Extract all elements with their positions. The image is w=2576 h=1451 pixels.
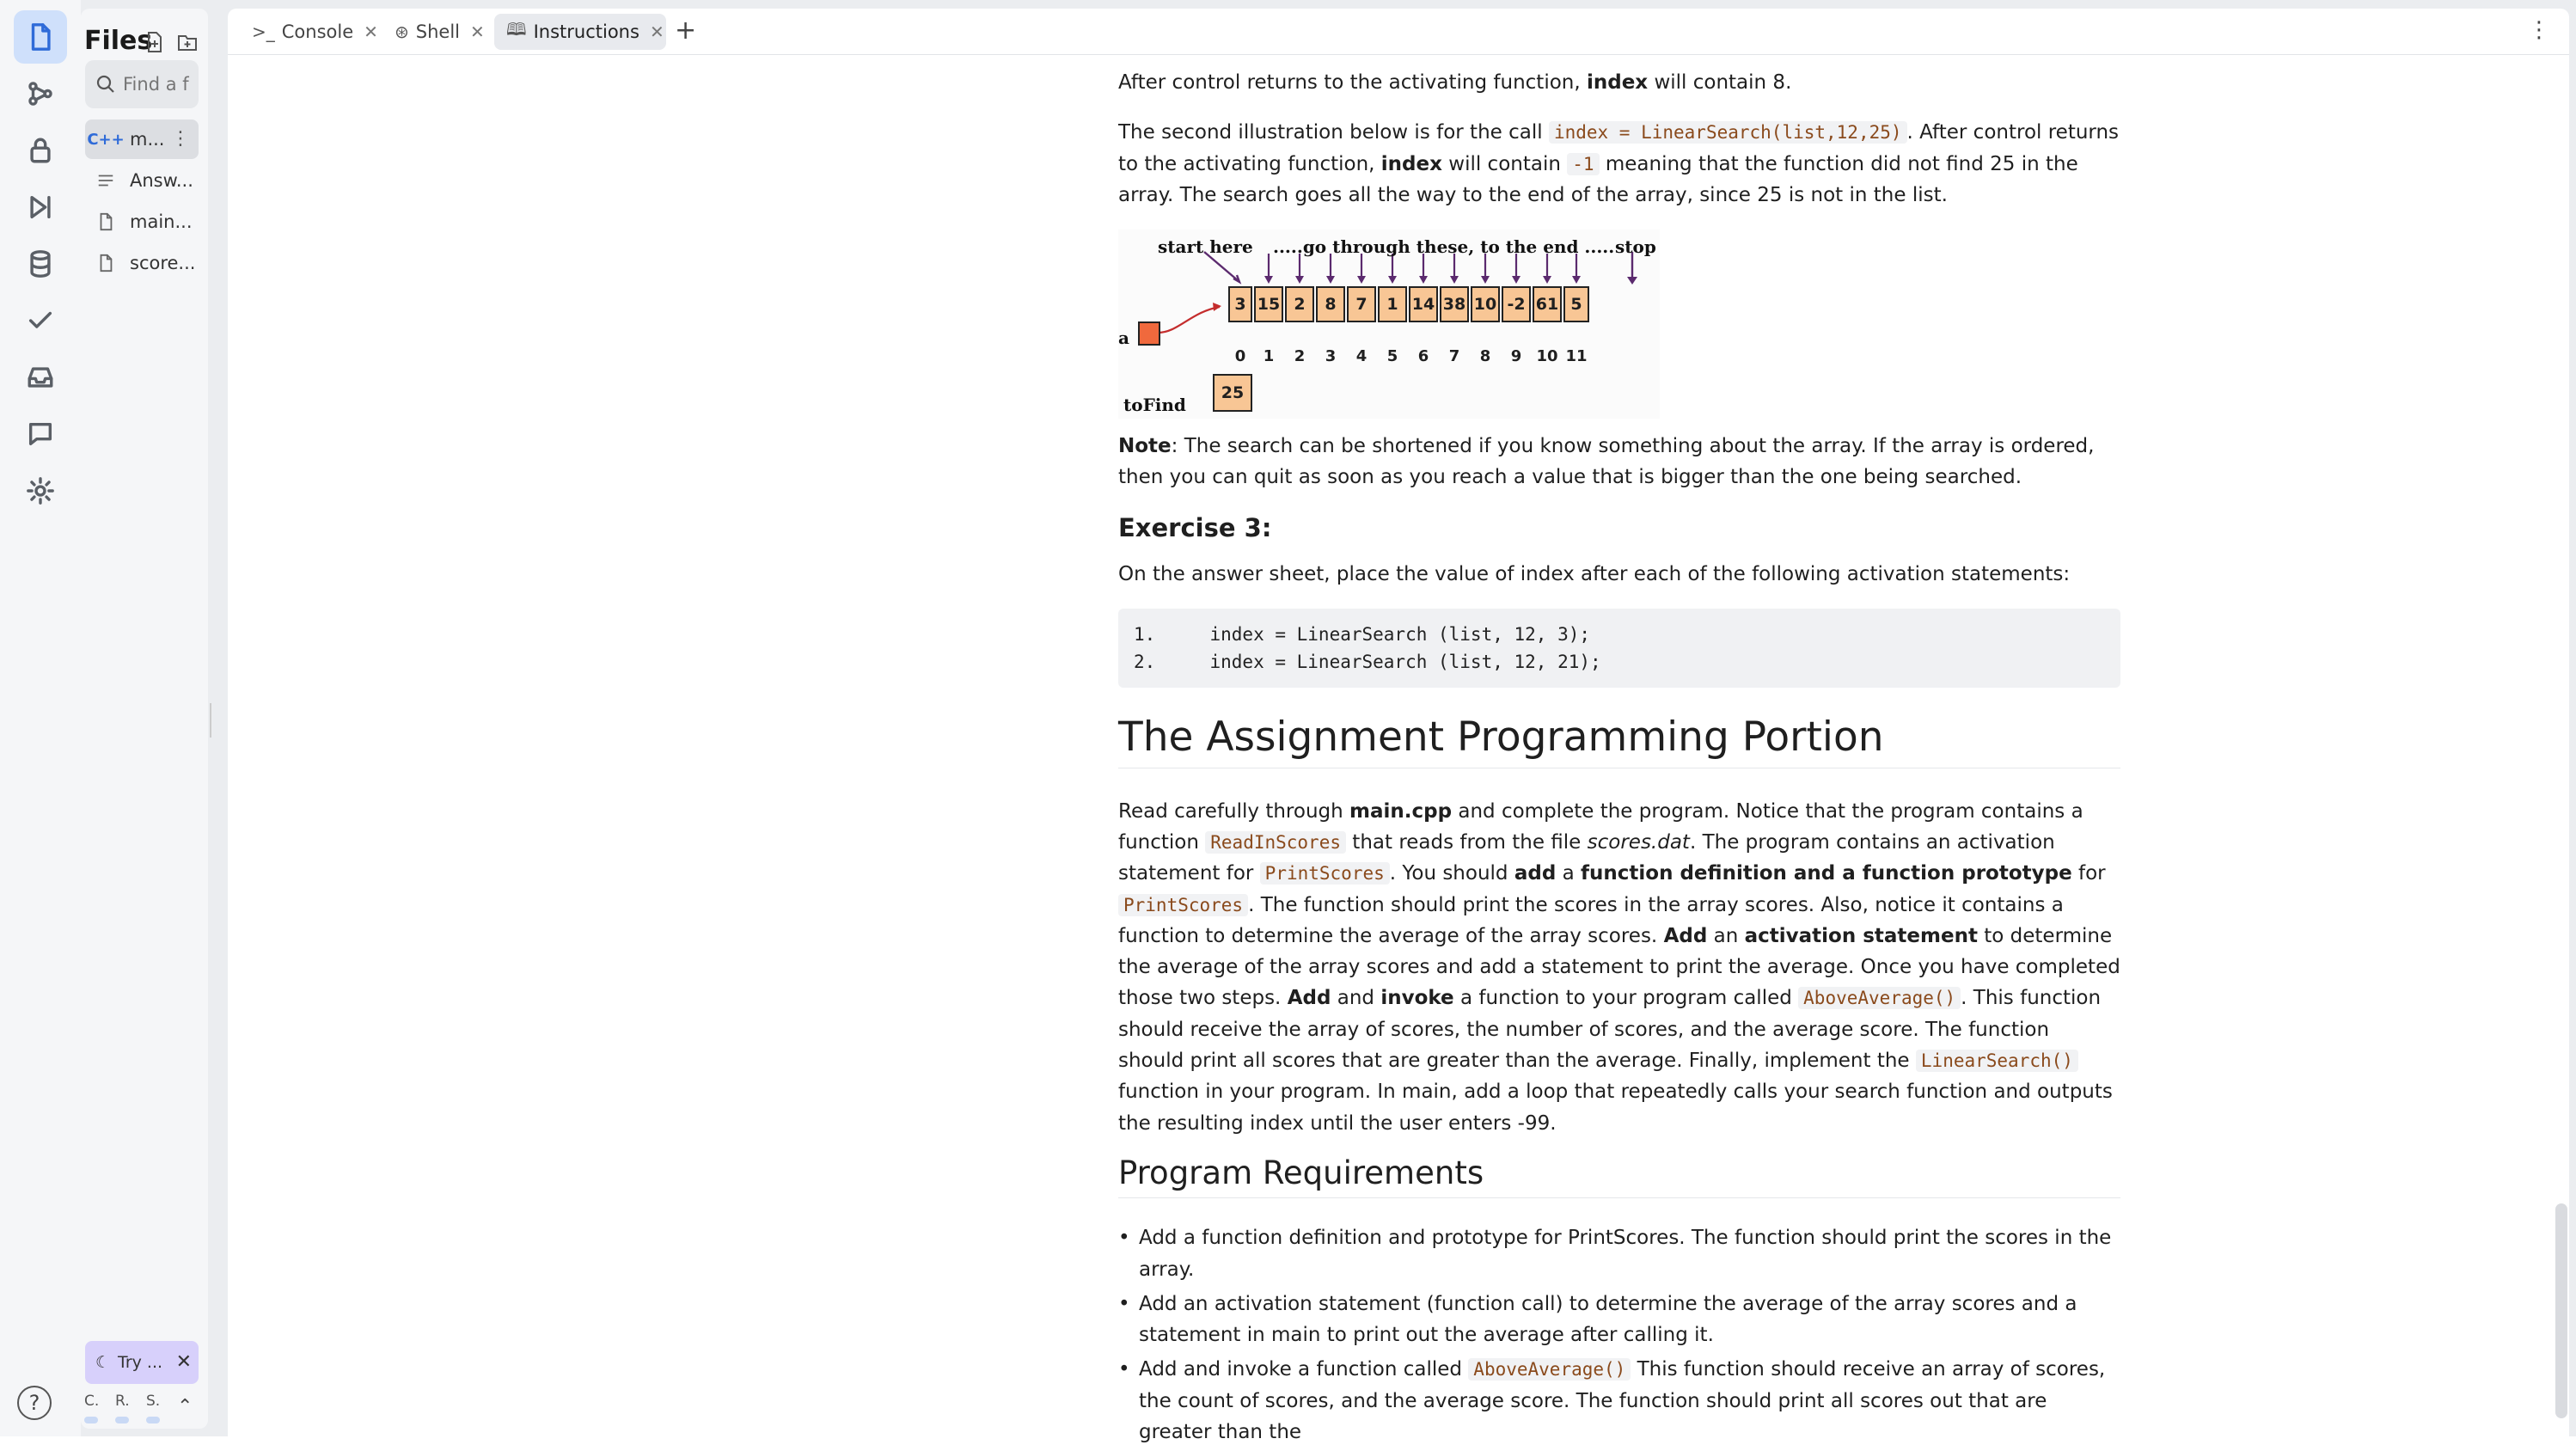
tab-bar	[228, 9, 2569, 55]
array-index-label: 6	[1417, 347, 1429, 366]
inline-code: LinearSearch()	[1916, 1050, 2078, 1072]
text: for	[2071, 862, 2106, 885]
code-block: 1. index = LinearSearch (list, 12, 3); 2. index = LinearSearch (list, 12, 21);	[1118, 609, 2120, 688]
array-index-label: 2	[1294, 347, 1306, 366]
new-folder-button[interactable]	[177, 31, 198, 53]
array-index-label: 11	[1565, 347, 1588, 366]
text: Read carefully through	[1118, 799, 1350, 823]
array-cell	[1409, 286, 1438, 322]
file-icon	[94, 251, 118, 275]
text: : The search can be shortened if you know something about the array. If the array is ordered, then you can quit as soon as you reach a value that is bigger than the one being searched.	[1118, 435, 2095, 489]
run-rail-button[interactable]	[14, 181, 67, 234]
go-through-label: .....go through these, to the end .....	[1273, 236, 1615, 258]
close-icon[interactable]: ✕	[175, 1351, 192, 1373]
array-index-label: 7	[1448, 347, 1460, 366]
bold-text: activation statement	[1744, 924, 1978, 947]
text: . This function should receive the array of scores, the number of scores, and the average score. The function should print all scores that are greater than the average. Finally, implement the	[1118, 987, 2102, 1073]
array-cell	[1502, 286, 1531, 322]
array-cell-value: 15	[1257, 295, 1281, 315]
files-rail-button[interactable]	[14, 10, 67, 64]
scrollbar[interactable]	[2555, 1203, 2567, 1418]
tab-shell[interactable]	[382, 14, 493, 50]
text: . You should	[1389, 862, 1514, 885]
file-item-label: main...	[130, 211, 193, 232]
array-index-label: 9	[1510, 347, 1522, 366]
inline-code: -1	[1567, 153, 1599, 175]
bold-text: Add	[1287, 987, 1331, 1010]
array-cell	[1254, 286, 1283, 322]
tofind-cell	[1213, 374, 1252, 412]
help-button[interactable]	[17, 1386, 52, 1420]
chat-bubble-icon	[26, 419, 55, 449]
bold-text: function definition and a function prototype	[1581, 862, 2072, 885]
stop-label: stop	[1615, 236, 1656, 258]
array-index-label: 4	[1355, 347, 1368, 366]
status-dot	[84, 1417, 98, 1423]
text: a	[1556, 862, 1582, 885]
sparkle-icon: ☾	[95, 1353, 111, 1372]
text: and	[1331, 987, 1381, 1010]
array-index-label: 3	[1325, 347, 1337, 366]
inline-code: ReadInScores	[1205, 831, 1346, 854]
array-cell	[1533, 286, 1562, 322]
file-item-label: m...	[130, 129, 165, 150]
array-label: a	[1118, 328, 1129, 349]
lines-icon	[94, 168, 118, 193]
list-item: • Add an activation statement (function call) to determine the average of the array scores and a statement in main to print out the average after calling it.	[1118, 1289, 2120, 1351]
git-branch-icon	[26, 79, 55, 108]
inline-code: PrintScores	[1118, 894, 1248, 916]
check-icon	[26, 306, 55, 335]
file-icon	[26, 22, 55, 52]
array-cell	[1285, 286, 1314, 322]
try-label: Try ...	[118, 1353, 163, 1372]
close-tab-icon[interactable]: ✕	[364, 21, 378, 42]
paragraph: On the answer sheet, place the value of index after each of the following activation statements:	[1118, 563, 2071, 586]
bold-text: index	[1380, 152, 1442, 175]
close-tab-icon[interactable]: ✕	[649, 21, 664, 42]
files-panel	[81, 9, 208, 1429]
tab-label: Console	[281, 21, 354, 42]
more-menu-icon[interactable]: ⋮	[2528, 17, 2550, 43]
add-tab-button[interactable]: +	[675, 15, 697, 46]
assignment-heading: The Assignment Programming Portion	[1118, 722, 2120, 768]
bold-text: add	[1514, 862, 1557, 885]
array-cell-value: 14	[1411, 295, 1435, 315]
array-cell-value: 61	[1535, 295, 1559, 315]
text: will contain 8.	[1648, 71, 1792, 94]
bold-text: Note	[1118, 435, 1172, 458]
new-file-button[interactable]	[144, 31, 165, 53]
activity-rail	[0, 0, 81, 1436]
instructions-document	[1118, 55, 2120, 1451]
cpp-file-icon: C++	[87, 130, 125, 149]
text: an	[1707, 924, 1745, 947]
text: Add and invoke a function called	[1139, 1358, 1469, 1381]
git-rail-button[interactable]	[14, 67, 67, 120]
text: meaning that the function did not find 25 in the array. The search goes all the way to the end of the array, since 25 is not in the list.	[1118, 152, 2078, 206]
linear-search-figure	[1118, 230, 1660, 419]
tofind-value: 25	[1221, 383, 1245, 403]
array-cell-value: 2	[1294, 295, 1306, 315]
paragraph	[1118, 796, 2120, 1139]
settings-rail-button[interactable]	[14, 464, 67, 517]
main-pane	[228, 9, 2569, 1444]
inbox-rail-button[interactable]	[14, 351, 67, 404]
array-index-label: 5	[1386, 347, 1398, 366]
text: that reads from the file	[1345, 830, 1588, 854]
chat-rail-button[interactable]	[14, 407, 67, 461]
new-file-icon	[144, 31, 165, 53]
file-item-main-cpp[interactable]	[85, 119, 199, 159]
text: . The program contains an activation statement for	[1118, 830, 2055, 885]
new-folder-icon	[177, 31, 198, 53]
text: to determine the average of the array scores and add a statement to print the average. Once you have completed those two steps.	[1118, 924, 2120, 1010]
book-icon: 🕮	[506, 19, 527, 40]
array-cell	[1378, 286, 1407, 322]
bold-text: invoke	[1380, 987, 1454, 1010]
bold-text: main.cpp	[1349, 799, 1453, 823]
help-label: ?	[28, 1391, 40, 1415]
file-item-label: Answ...	[130, 170, 193, 191]
array-cell-value: 5	[1570, 295, 1582, 315]
tofind-label: toFind	[1123, 395, 1186, 416]
italic-text: scores.dat	[1587, 830, 1690, 854]
search-icon	[95, 74, 116, 95]
status-r: R.	[115, 1393, 130, 1410]
tab-label: Instructions	[533, 21, 639, 42]
inline-code: PrintScores	[1260, 862, 1390, 885]
chevron-up-icon[interactable]: ⌃	[177, 1396, 193, 1417]
text: This function should receive an array of scores, the count of scores, and the average score. The function should print all scores out that are greater than the	[1139, 1358, 2106, 1444]
text: The second illustration below is for the call	[1118, 121, 1549, 144]
secrets-rail-button[interactable]	[14, 124, 67, 177]
file-search-input[interactable]	[123, 70, 195, 98]
start-here-label: start here	[1158, 236, 1253, 258]
status-dot	[115, 1417, 129, 1423]
array-cell-value: 10	[1473, 295, 1497, 315]
terminal-icon: >_	[252, 21, 275, 42]
database-rail-button[interactable]	[14, 237, 67, 291]
file-icon	[94, 210, 118, 234]
try-ai-banner[interactable]	[85, 1341, 199, 1384]
database-icon	[26, 249, 55, 279]
requirements-heading: Program Requirements	[1118, 1158, 2120, 1198]
array-index-label: 8	[1479, 347, 1491, 366]
array-cell-value: 38	[1442, 295, 1466, 315]
panel-resize-handle[interactable]	[210, 703, 215, 738]
text: . After control returns to the activating function,	[1118, 121, 2120, 175]
text: After control returns to the activating function,	[1118, 71, 1587, 94]
status-dot	[146, 1417, 160, 1423]
array-index-label: 10	[1536, 347, 1558, 366]
file-item-main[interactable]	[85, 202, 199, 242]
array-cell	[1440, 286, 1469, 322]
array-cell-value: 1	[1386, 295, 1398, 315]
inline-code: AboveAverage()	[1798, 987, 1961, 1009]
status-c: C.	[84, 1393, 100, 1410]
paragraph	[1118, 431, 2120, 493]
paragraph	[1118, 67, 2120, 98]
text: a function to your program called	[1453, 987, 1799, 1010]
file-search[interactable]	[85, 60, 199, 108]
array-cell	[1347, 286, 1376, 322]
file-item-label: score...	[130, 253, 196, 273]
bold-text: index	[1586, 71, 1649, 94]
inline-code: AboveAverage()	[1468, 1358, 1631, 1381]
tab-instructions[interactable]	[494, 14, 666, 50]
array-index-label: 1	[1263, 347, 1275, 366]
file-menu-icon[interactable]: ⋮	[171, 128, 190, 150]
close-tab-icon[interactable]: ✕	[470, 21, 485, 42]
inbox-icon	[26, 363, 55, 392]
array-cell-value: 7	[1355, 295, 1368, 315]
requirements-list	[1118, 1222, 2120, 1448]
play-step-icon	[26, 193, 55, 222]
array-cell	[1316, 286, 1345, 322]
text: and complete the program. Notice that the program contains a function	[1118, 799, 2083, 854]
text: function in your program. In main, add a loop that repeatedly calls your search function and outputs the resulting index until the user enters -99.	[1118, 1081, 2113, 1135]
file-item-scores[interactable]	[85, 243, 199, 283]
array-cell	[1471, 286, 1500, 322]
shell-icon: ⊛	[395, 21, 409, 42]
array-cell-value: -2	[1507, 295, 1526, 315]
array-cell-value: 3	[1234, 295, 1246, 315]
array-cell-value: 8	[1325, 295, 1337, 315]
inline-code: index = LinearSearch(list,12,25)	[1549, 121, 1907, 144]
list-item: • Add a function definition and prototype for PrintScores. The function should print the scores in the array.	[1118, 1222, 2120, 1285]
file-item-answers[interactable]	[85, 161, 199, 200]
files-title: Files	[84, 26, 153, 56]
exercise-3-heading: Exercise 3:	[1118, 512, 1272, 542]
status-s: S.	[146, 1393, 161, 1410]
lock-icon	[26, 136, 55, 165]
bold-text: Add	[1663, 924, 1708, 947]
tab-label: Shell	[415, 21, 460, 42]
text: will contain	[1441, 152, 1568, 175]
text: . The function should print the scores in the array scores. Also, notice it contains a function to determine the average of the array scores.	[1118, 893, 2064, 947]
tests-rail-button[interactable]	[14, 294, 67, 347]
array-index-label: 0	[1234, 347, 1246, 366]
gear-icon	[26, 476, 55, 505]
list-item	[1118, 1354, 2120, 1448]
tab-console[interactable]	[240, 14, 377, 50]
paragraph	[1118, 117, 2120, 211]
array-cell	[1228, 286, 1252, 322]
array-cell	[1563, 286, 1589, 322]
